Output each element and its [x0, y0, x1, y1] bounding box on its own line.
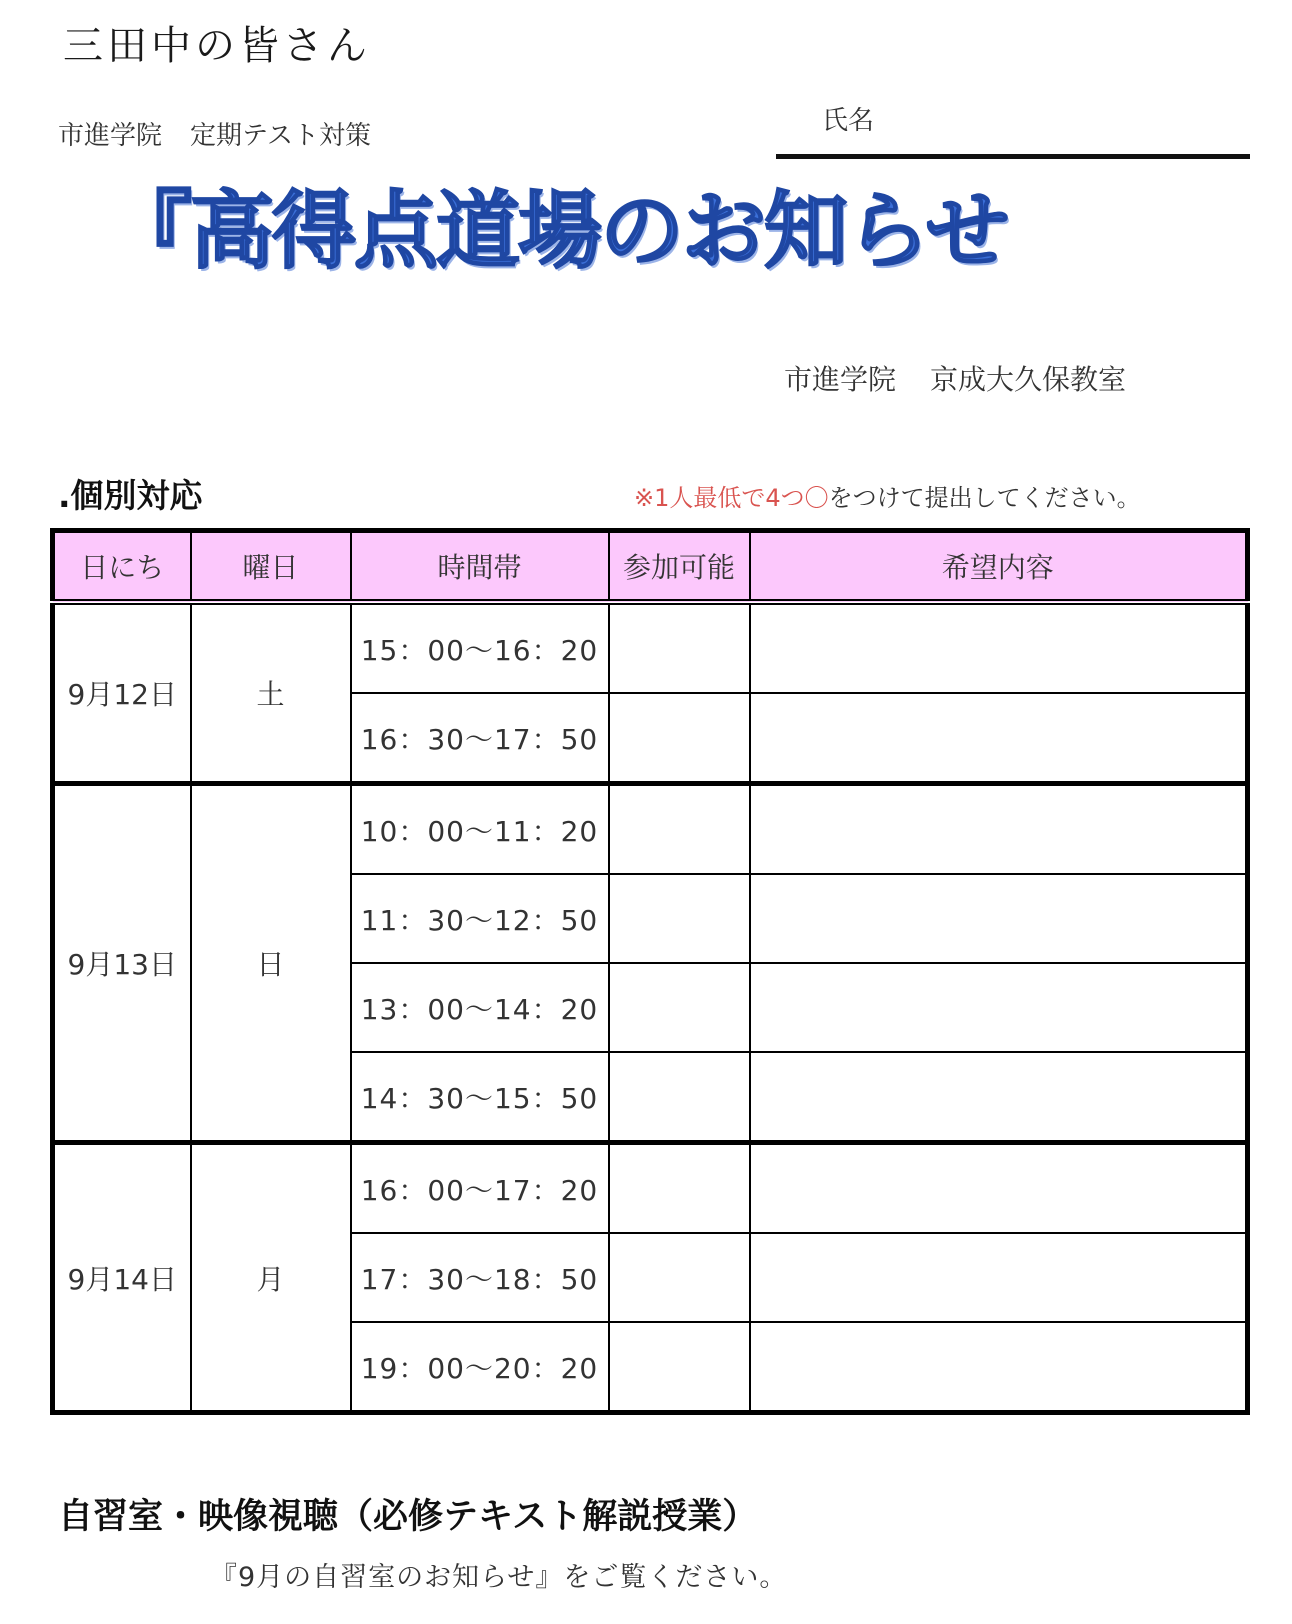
header-date: 日にち — [53, 531, 191, 603]
request-cell[interactable] — [750, 784, 1248, 875]
subtitle-program: 定期テスト対策 — [190, 121, 371, 151]
note-instruction: をつけて提出してください。 — [828, 484, 1141, 512]
request-cell[interactable] — [750, 1233, 1248, 1322]
time-slot-cell: 14：30～15：50 — [351, 1052, 609, 1143]
table-row — [53, 1143, 1248, 1234]
weekday-cell: 月 — [191, 1143, 351, 1413]
time-slot-cell: 10：00～11：20 — [351, 784, 609, 875]
header-weekday: 曜日 — [191, 531, 351, 603]
greeting: 三田中の皆さん — [63, 23, 371, 69]
time-slot-cell: 19：00～20：20 — [351, 1322, 609, 1413]
request-cell[interactable] — [750, 1322, 1248, 1413]
subtitle — [58, 115, 371, 152]
header-availability: 参加可能 — [609, 531, 750, 603]
availability-cell[interactable] — [609, 1143, 750, 1234]
time-slot-cell: 11：30～12：50 — [351, 874, 609, 963]
time-slot-cell: 16：30～17：50 — [351, 693, 609, 784]
name-field-line[interactable] — [776, 154, 1250, 159]
time-slot-cell: 13：00～14：20 — [351, 963, 609, 1052]
date-cell: 9月12日 — [53, 602, 191, 784]
weekday-cell: 日 — [191, 784, 351, 1143]
name-label: 氏名 — [822, 106, 875, 136]
classroom-name — [784, 358, 1126, 398]
submission-note — [634, 478, 1141, 513]
availability-cell[interactable] — [609, 874, 750, 963]
weekday-cell: 土 — [191, 602, 351, 784]
availability-cell[interactable] — [609, 1322, 750, 1413]
circle-mark-icon: 〇 — [804, 484, 829, 512]
table-row — [53, 784, 1248, 875]
availability-cell[interactable] — [609, 1233, 750, 1322]
section-heading-individual: .個別対応 — [58, 476, 203, 515]
request-cell[interactable] — [750, 602, 1248, 693]
time-slot-cell: 15：00～16：20 — [351, 602, 609, 693]
table-row — [53, 602, 1248, 693]
request-cell[interactable] — [750, 693, 1248, 784]
request-cell[interactable] — [750, 1143, 1248, 1234]
availability-cell[interactable] — [609, 784, 750, 875]
classroom-school: 市進学院 — [784, 363, 897, 396]
schedule-table — [50, 528, 1250, 1415]
availability-cell[interactable] — [609, 1052, 750, 1143]
time-slot-cell: 17：30～18：50 — [351, 1233, 609, 1322]
request-cell[interactable] — [750, 1052, 1248, 1143]
request-cell[interactable] — [750, 963, 1248, 1052]
subtitle-school: 市進学院 — [58, 121, 163, 151]
date-cell: 9月13日 — [53, 784, 191, 1143]
header-time-slot: 時間帯 — [351, 531, 609, 603]
time-slot-cell: 16：00～17：20 — [351, 1143, 609, 1234]
request-cell[interactable] — [750, 874, 1248, 963]
self-study-notice: 『9月の自習室のお知らせ』をご覧ください。 — [210, 1562, 788, 1593]
section-heading-self-study: 自習室・映像視聴（必修テキスト解説授業） — [58, 1497, 758, 1537]
classroom-branch: 京成大久保教室 — [930, 363, 1127, 396]
availability-cell[interactable] — [609, 963, 750, 1052]
date-cell: 9月14日 — [53, 1143, 191, 1413]
note-minimum: ※1人最低で4つ — [634, 484, 805, 512]
page-title: 『高得点道場のお知らせ — [108, 182, 1008, 280]
availability-cell[interactable] — [609, 693, 750, 784]
table-header-row — [53, 531, 1248, 603]
availability-cell[interactable] — [609, 602, 750, 693]
header-request: 希望内容 — [750, 531, 1248, 603]
